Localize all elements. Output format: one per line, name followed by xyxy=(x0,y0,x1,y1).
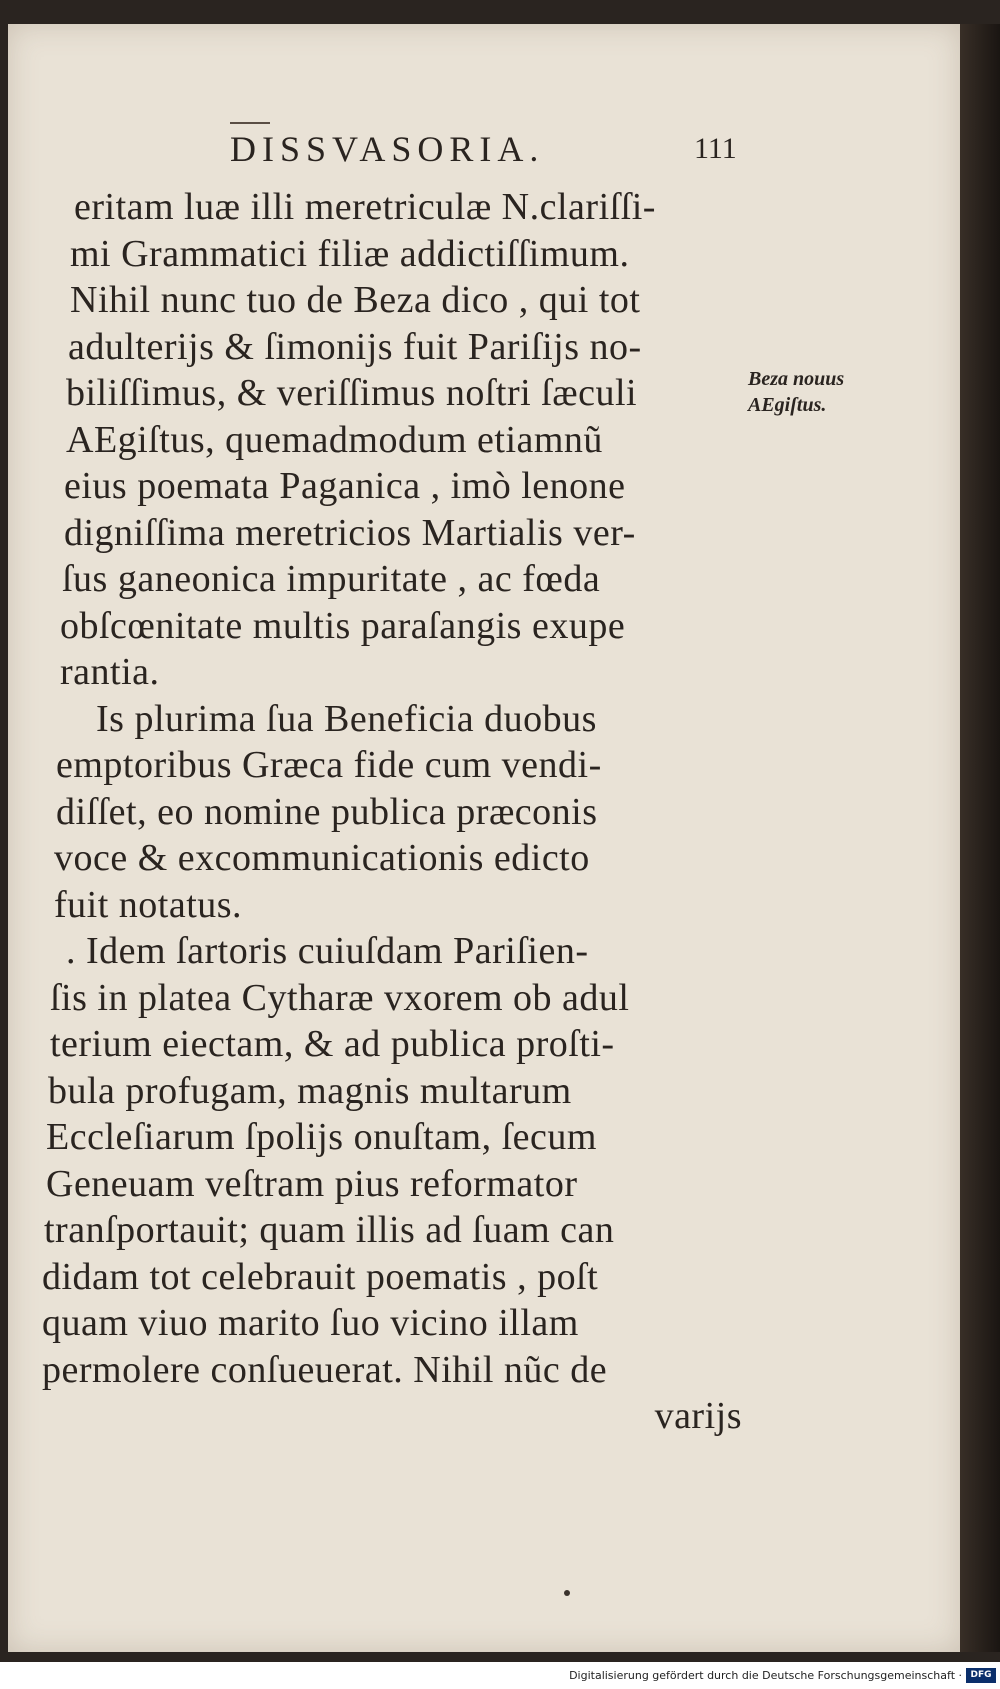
text-line: mi Grammatici filiæ addictiſſimum. xyxy=(70,232,630,275)
text-line: biliſſimus, & veriſſimus noſtri ſæculi xyxy=(66,372,638,414)
dfg-logo: DFG xyxy=(966,1668,996,1683)
text-line: fuit notatus. xyxy=(54,883,243,926)
page-number: 111 xyxy=(694,132,737,165)
text-line: permolere conſueuerat. Nihil nũc de xyxy=(42,1348,608,1391)
main-text xyxy=(42,184,742,1440)
marginal-note-line: Beza nouus xyxy=(748,368,845,390)
marginal-note-line: AEgiſtus. xyxy=(748,394,827,416)
text-line: eritam luæ illi meretriculæ N.clariſſi- xyxy=(74,186,656,228)
text-line: tranſportauit; quam illis ad ſuam can xyxy=(44,1209,615,1251)
text-line: diſſet, eo nomine publica præconis xyxy=(56,790,598,833)
text-line: . Idem ſartoris cuiuſdam Pariſien- xyxy=(66,930,589,972)
text-line: AEgiſtus, quemadmodum etiamnũ xyxy=(66,418,603,461)
page-edge xyxy=(958,24,1000,1652)
ink-speck xyxy=(564,1590,570,1596)
text-line: Nihil nunc tuo de Beza dico , qui tot xyxy=(70,279,641,321)
text-line: voce & excommunicationis edicto xyxy=(54,837,590,879)
ornament-rule xyxy=(230,122,270,124)
book-page xyxy=(8,24,960,1652)
text-line: obſcœnitate multis paraſangis exupe xyxy=(60,604,626,647)
text-line: terium eiectam, & ad publica proſti- xyxy=(50,1023,615,1065)
text-line: quam viuo marito ſuo vicino illam xyxy=(42,1302,579,1344)
running-head xyxy=(8,128,960,178)
text-line: digniſſima meretricios Martialis ver- xyxy=(64,511,636,554)
text-line: Eccleſiarum ſpolijs onuſtam, ſecum xyxy=(46,1116,597,1158)
text-line: didam tot celebrauit poematis , poſt xyxy=(42,1255,599,1298)
text-line: ſus ganeonica impuritate , ac fœda xyxy=(62,558,601,600)
text-line: Is plurima ſua Beneficia duobus xyxy=(96,697,597,740)
marginal-note xyxy=(748,366,878,418)
catchword: varijs xyxy=(654,1395,742,1437)
text-line: Geneuam veſtram pius reformator xyxy=(46,1162,578,1205)
text-line: emptoribus Græca fide cum vendi- xyxy=(56,744,602,786)
funding-credit: Digitalisierung gefördert durch die Deutsche Forschungsgemeinschaft · xyxy=(569,1669,962,1682)
text-line: bula profugam, magnis multarum xyxy=(48,1069,572,1112)
footer-bar xyxy=(0,1664,1000,1689)
running-head-title: DISSVASORIA. xyxy=(230,129,545,169)
text-line: rantia. xyxy=(60,651,160,693)
text-line: eius poemata Paganica , imò lenone xyxy=(64,465,626,507)
text-line: ſis in platea Cytharæ vxorem ob adul xyxy=(50,976,630,1019)
text-line: adulterijs & ſimonijs fuit Pariſijs no- xyxy=(68,325,642,368)
